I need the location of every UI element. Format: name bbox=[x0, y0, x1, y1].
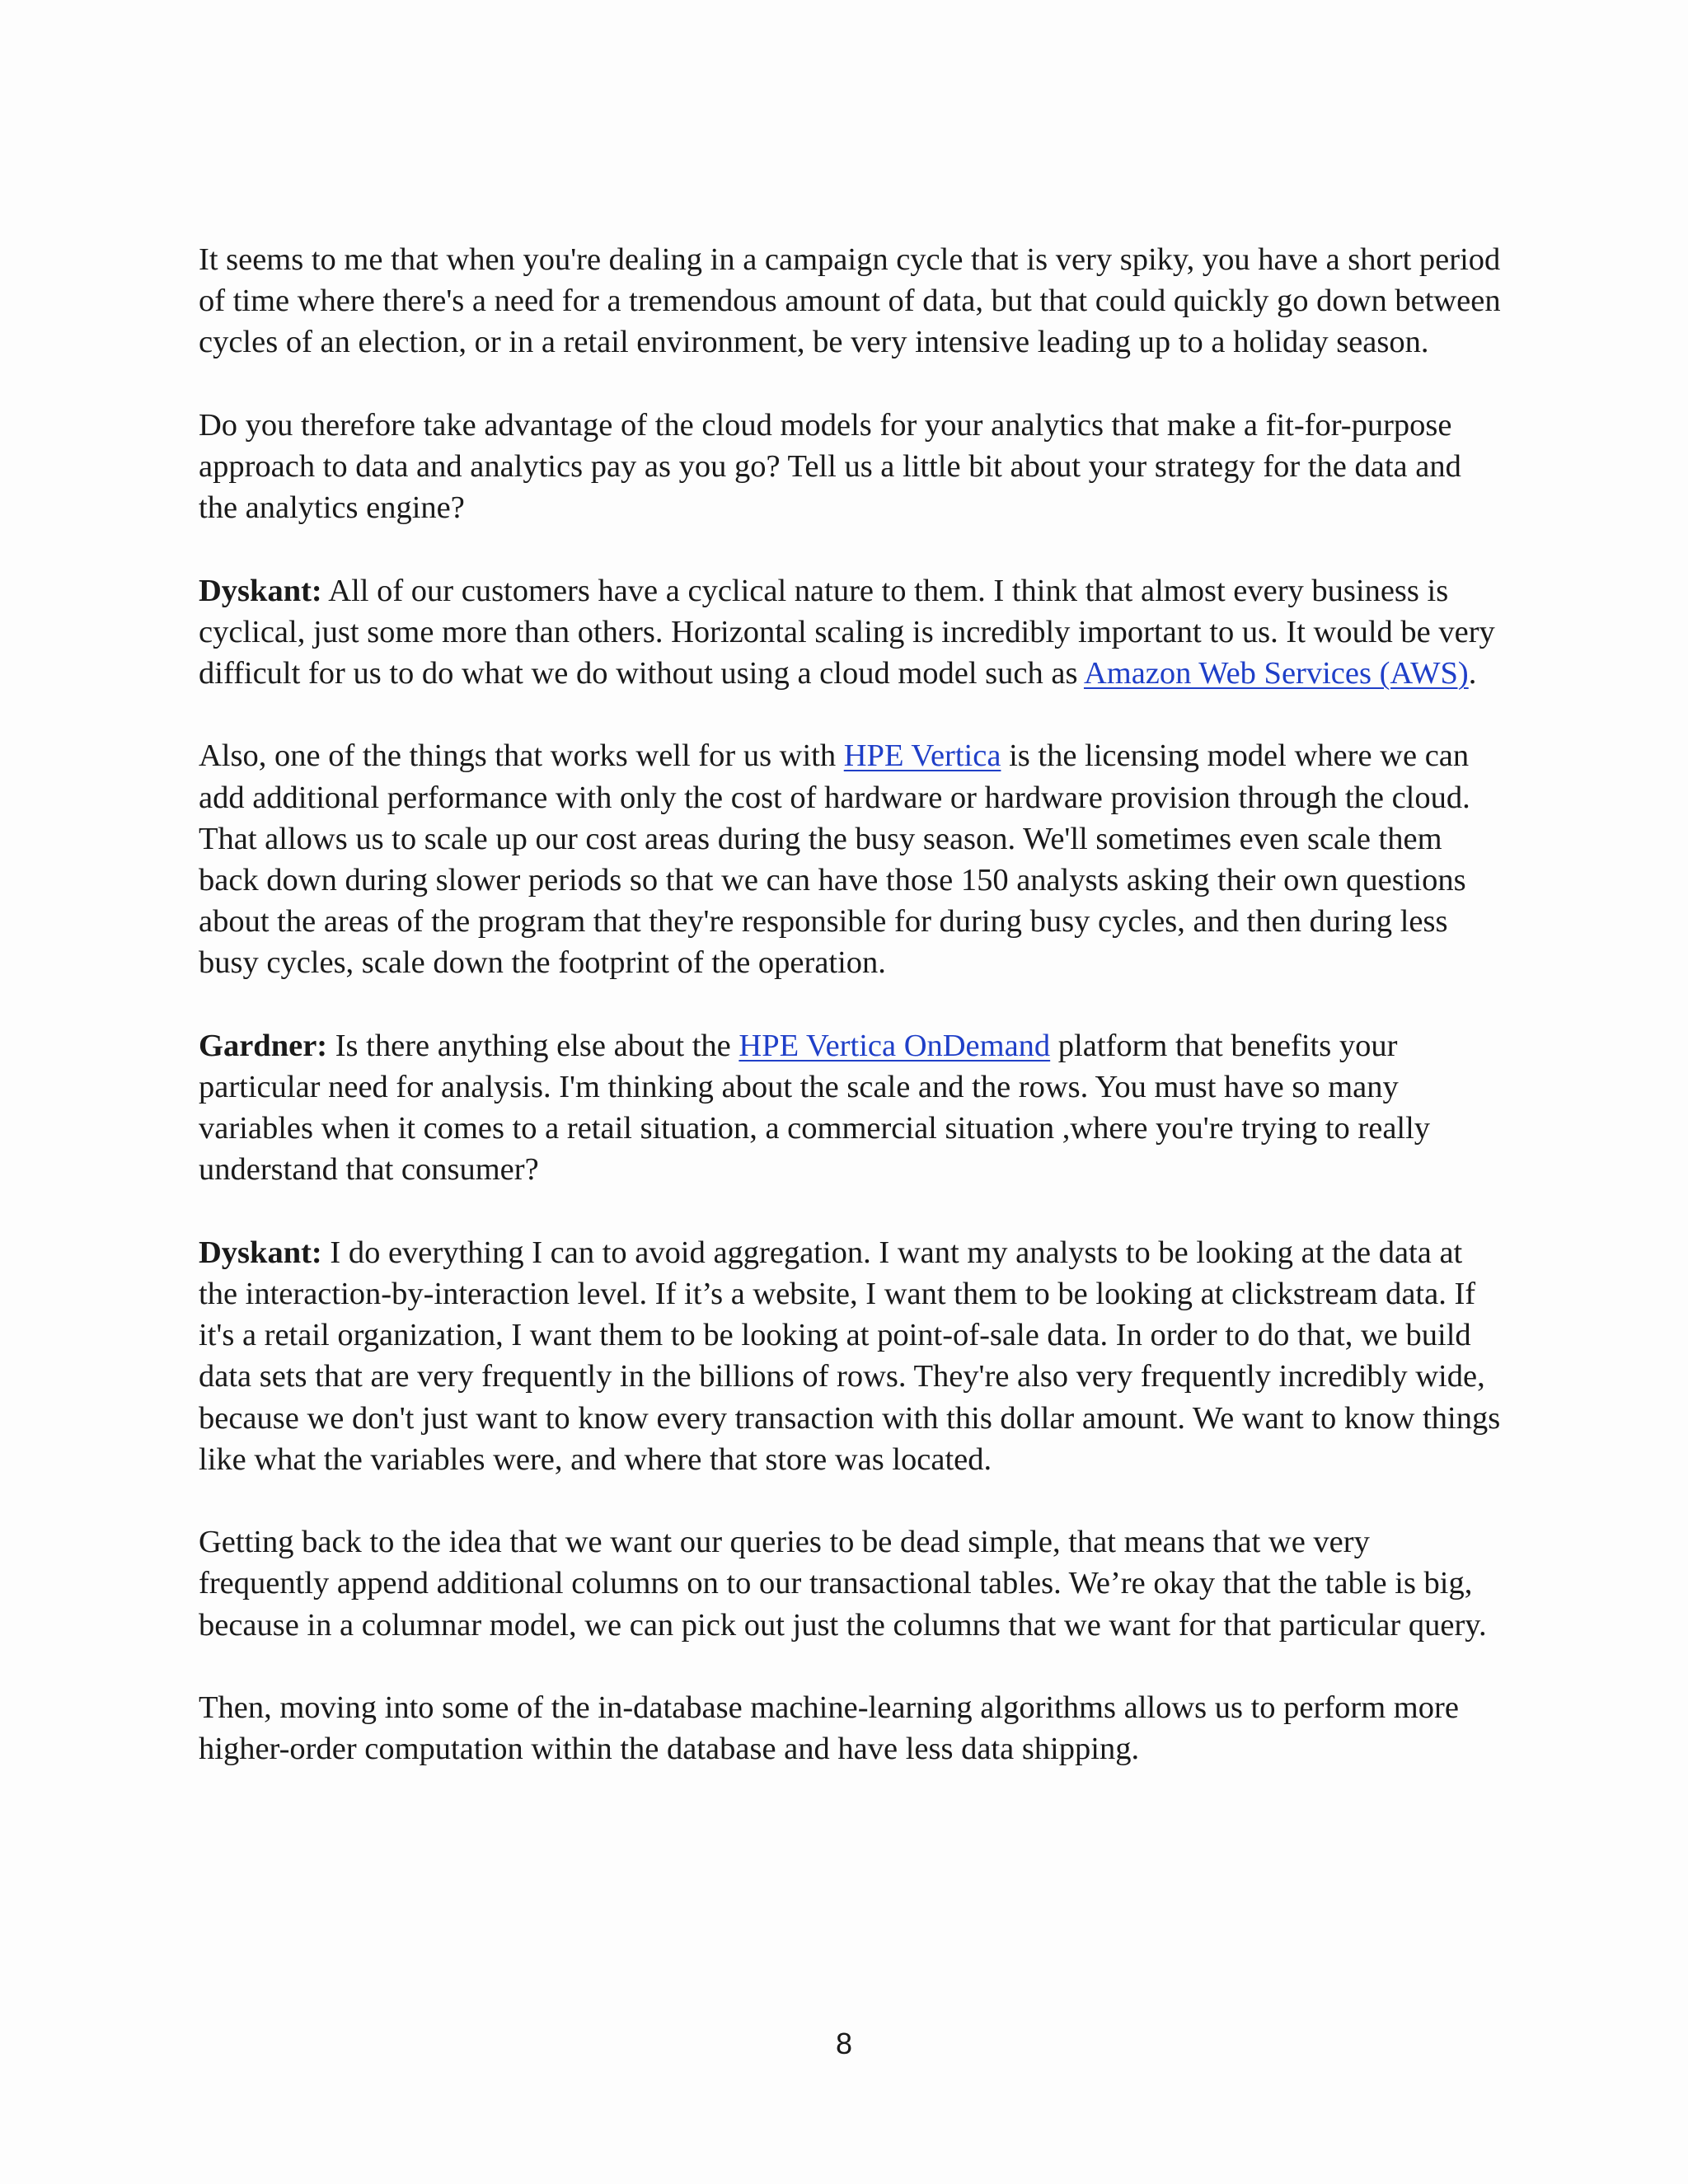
paragraph-text: platform that benefits your particular need for analysis. I'm thinking about the scale and the rows. You must have so many variables when it comes to a retail situation, a commercial situation ,where you're trying to really understand that consumer? bbox=[199, 1028, 1431, 1188]
link-hpe-vertica-ondemand[interactable]: HPE Vertica OnDemand bbox=[738, 1028, 1051, 1063]
paragraph-question-campaign-cycle bbox=[199, 239, 1501, 363]
link-amazon-web-services[interactable]: Amazon Web Services (AWS) bbox=[1083, 656, 1469, 691]
speaker-name: Gardner: bbox=[199, 1028, 328, 1063]
page-number: 8 bbox=[835, 2027, 853, 2060]
paragraph-text: Is there anything else about the bbox=[327, 1028, 739, 1063]
paragraph-text: . bbox=[1468, 656, 1477, 691]
link-hpe-vertica[interactable]: HPE Vertica bbox=[843, 738, 1001, 774]
paragraph-text: Also, one of the things that works well for us with bbox=[199, 738, 844, 774]
paragraph-text: Getting back to the idea that we want our queries to be dead simple, that means that we very frequently append additional columns on to our transactional tables. We’re okay that the table is big, because in a columnar model, we can pick out just the columns that we want for that particular query. bbox=[199, 1525, 1487, 1643]
speaker-name: Dyskant: bbox=[199, 1235, 322, 1270]
document-body bbox=[199, 239, 1501, 1769]
paragraph-text: It seems to me that when you're dealing in a campaign cycle that is very spiky, you have a short period of time where there's a need for a tremendous amount of data, but that could quickly go down between cycles of an election, or in a retail environment, be very intensive leading up to a holiday season. bbox=[199, 242, 1501, 360]
paragraph-gardner-ondemand bbox=[199, 1025, 1501, 1191]
paragraph-dyskant-cyclical bbox=[199, 570, 1501, 695]
paragraph-dyskant-aggregation bbox=[199, 1232, 1501, 1480]
paragraph-text: I do everything I can to avoid aggregation. I want my analysts to be looking at the data at the interaction-by-interaction level. If it’s a website, I want them to be looking at clickstream data. If it's a retail organization, I want them to be looking at point-of-sale data. In order to do that, we build data sets that are very frequently in the billions of rows. They're also very frequently incredibly wide, because we don't just want to know every transaction with this dollar amount. We want to know things like what the variables were, and where that store was located. bbox=[199, 1235, 1501, 1477]
paragraph-machine-learning bbox=[199, 1687, 1501, 1769]
paragraph-text: All of our customers have a cyclical nature to them. I think that almost every business is cyclical, just some more than others. Horizontal scaling is incredibly important to us. It would be very difficult for us to do what we do without using a cloud model such as bbox=[199, 573, 1495, 691]
paragraph-question-cloud-models bbox=[199, 405, 1501, 529]
paragraph-text: is the licensing model where we can add additional performance with only the cost of hardware or hardware provision through the cloud. That allows us to scale up our cost areas during the busy season. We'll sometimes even scale them back down during slower periods so that we can have those 150 analysts asking their own questions about the areas of the program that they're responsible for during busy cycles, and then during less busy cycles, scale down the footprint of the operation. bbox=[199, 738, 1470, 981]
paragraph-licensing-model bbox=[199, 735, 1501, 983]
paragraph-text: Then, moving into some of the in-database machine-learning algorithms allows us to perform more higher-order computation within the database and have less data shipping. bbox=[199, 1690, 1459, 1767]
paragraph-dead-simple-queries bbox=[199, 1521, 1501, 1646]
paragraph-text: Do you therefore take advantage of the cloud models for your analytics that make a fit-for-purpose approach to data and analytics pay as you go? Tell us a little bit about your strategy for the data and the analytics engine? bbox=[199, 407, 1461, 526]
speaker-name: Dyskant: bbox=[199, 573, 322, 608]
